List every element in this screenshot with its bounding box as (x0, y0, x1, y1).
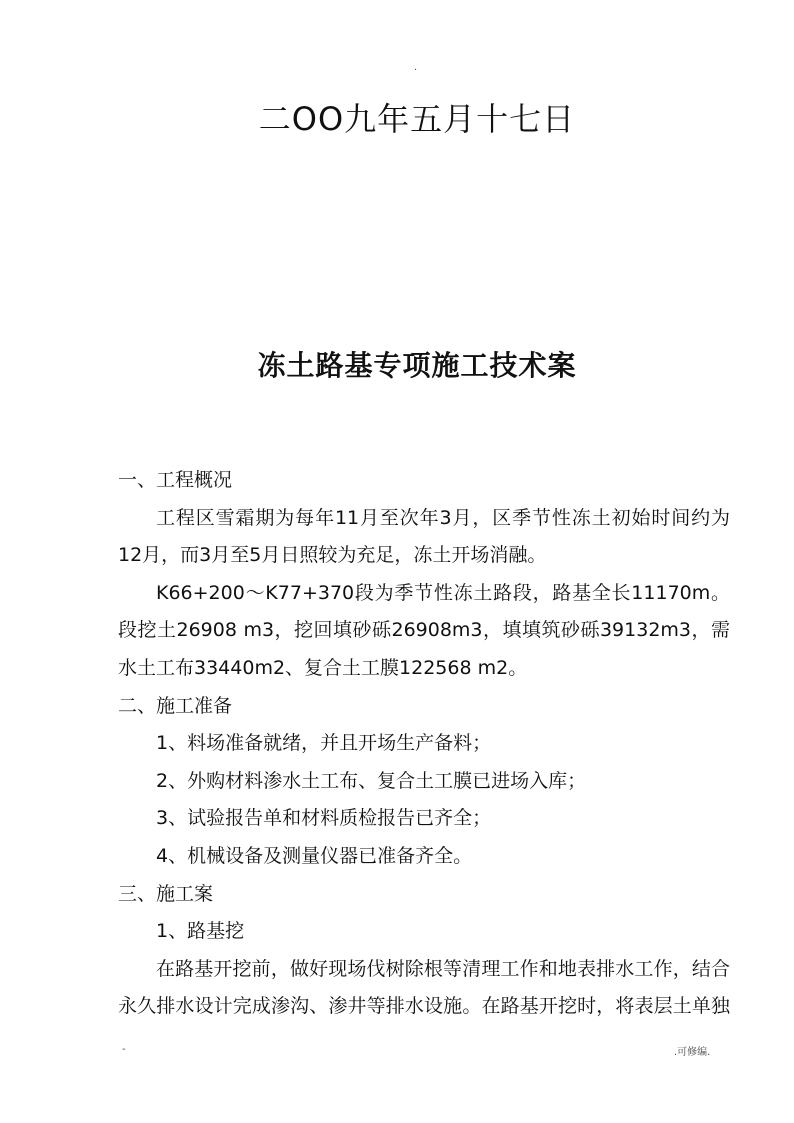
section-heading-preparation: 二、施工准备 (118, 694, 233, 717)
header-mark: . (414, 62, 418, 73)
list-item: 3、试验报告单和材料质检报告已齐全； (156, 807, 492, 830)
list-item: 1、料场准备就绪，并且开场生产备料； (156, 732, 492, 755)
paragraph-line: 12月，而3月至5月日照较为充足，冻土开场消融。 (118, 544, 547, 567)
section-heading-overview: 一、工程概况 (118, 469, 233, 491)
section-heading-construction: 三、施工案 (118, 882, 214, 905)
paragraph-line: 水土工布33440m2、复合土工膜122568 m2。 (118, 656, 528, 679)
paragraph-line: 永久排水设计完成渗沟、渗井等排水设施。在路基开挖时，将表层土单独 (118, 995, 730, 1018)
paragraph-line: 工程区雪霜期为每年11月至次年3月，区季节性冻土初始时间约为 (156, 506, 730, 529)
footer-editable-note: .可修编. (674, 1047, 711, 1058)
paragraph-line: 在路基开挖前，做好现场伐树除根等清理工作和地表排水工作，结合 (156, 957, 730, 980)
list-item: 2、外购材料渗水土工布、复合土工膜已进场入库； (156, 769, 587, 792)
list-item: 4、机械设备及测量仪器已准备齐全。 (156, 844, 473, 867)
subsection-heading: 1、路基挖 (156, 920, 245, 943)
paragraph-line: 段挖土26908 m3，挖回填砂砾26908m3，填填筑砂砾39132m3，需 (118, 619, 730, 642)
document-date: 二OO九年五月十七日 (258, 100, 576, 138)
footer-left-mark: - (122, 1044, 126, 1055)
document-title: 冻土路基专项施工技术案 (257, 349, 577, 382)
paragraph-line: K66+200～K77+370段为季节性冻土路段，路基全长11170m。 (156, 581, 730, 604)
document-body (118, 462, 730, 1026)
